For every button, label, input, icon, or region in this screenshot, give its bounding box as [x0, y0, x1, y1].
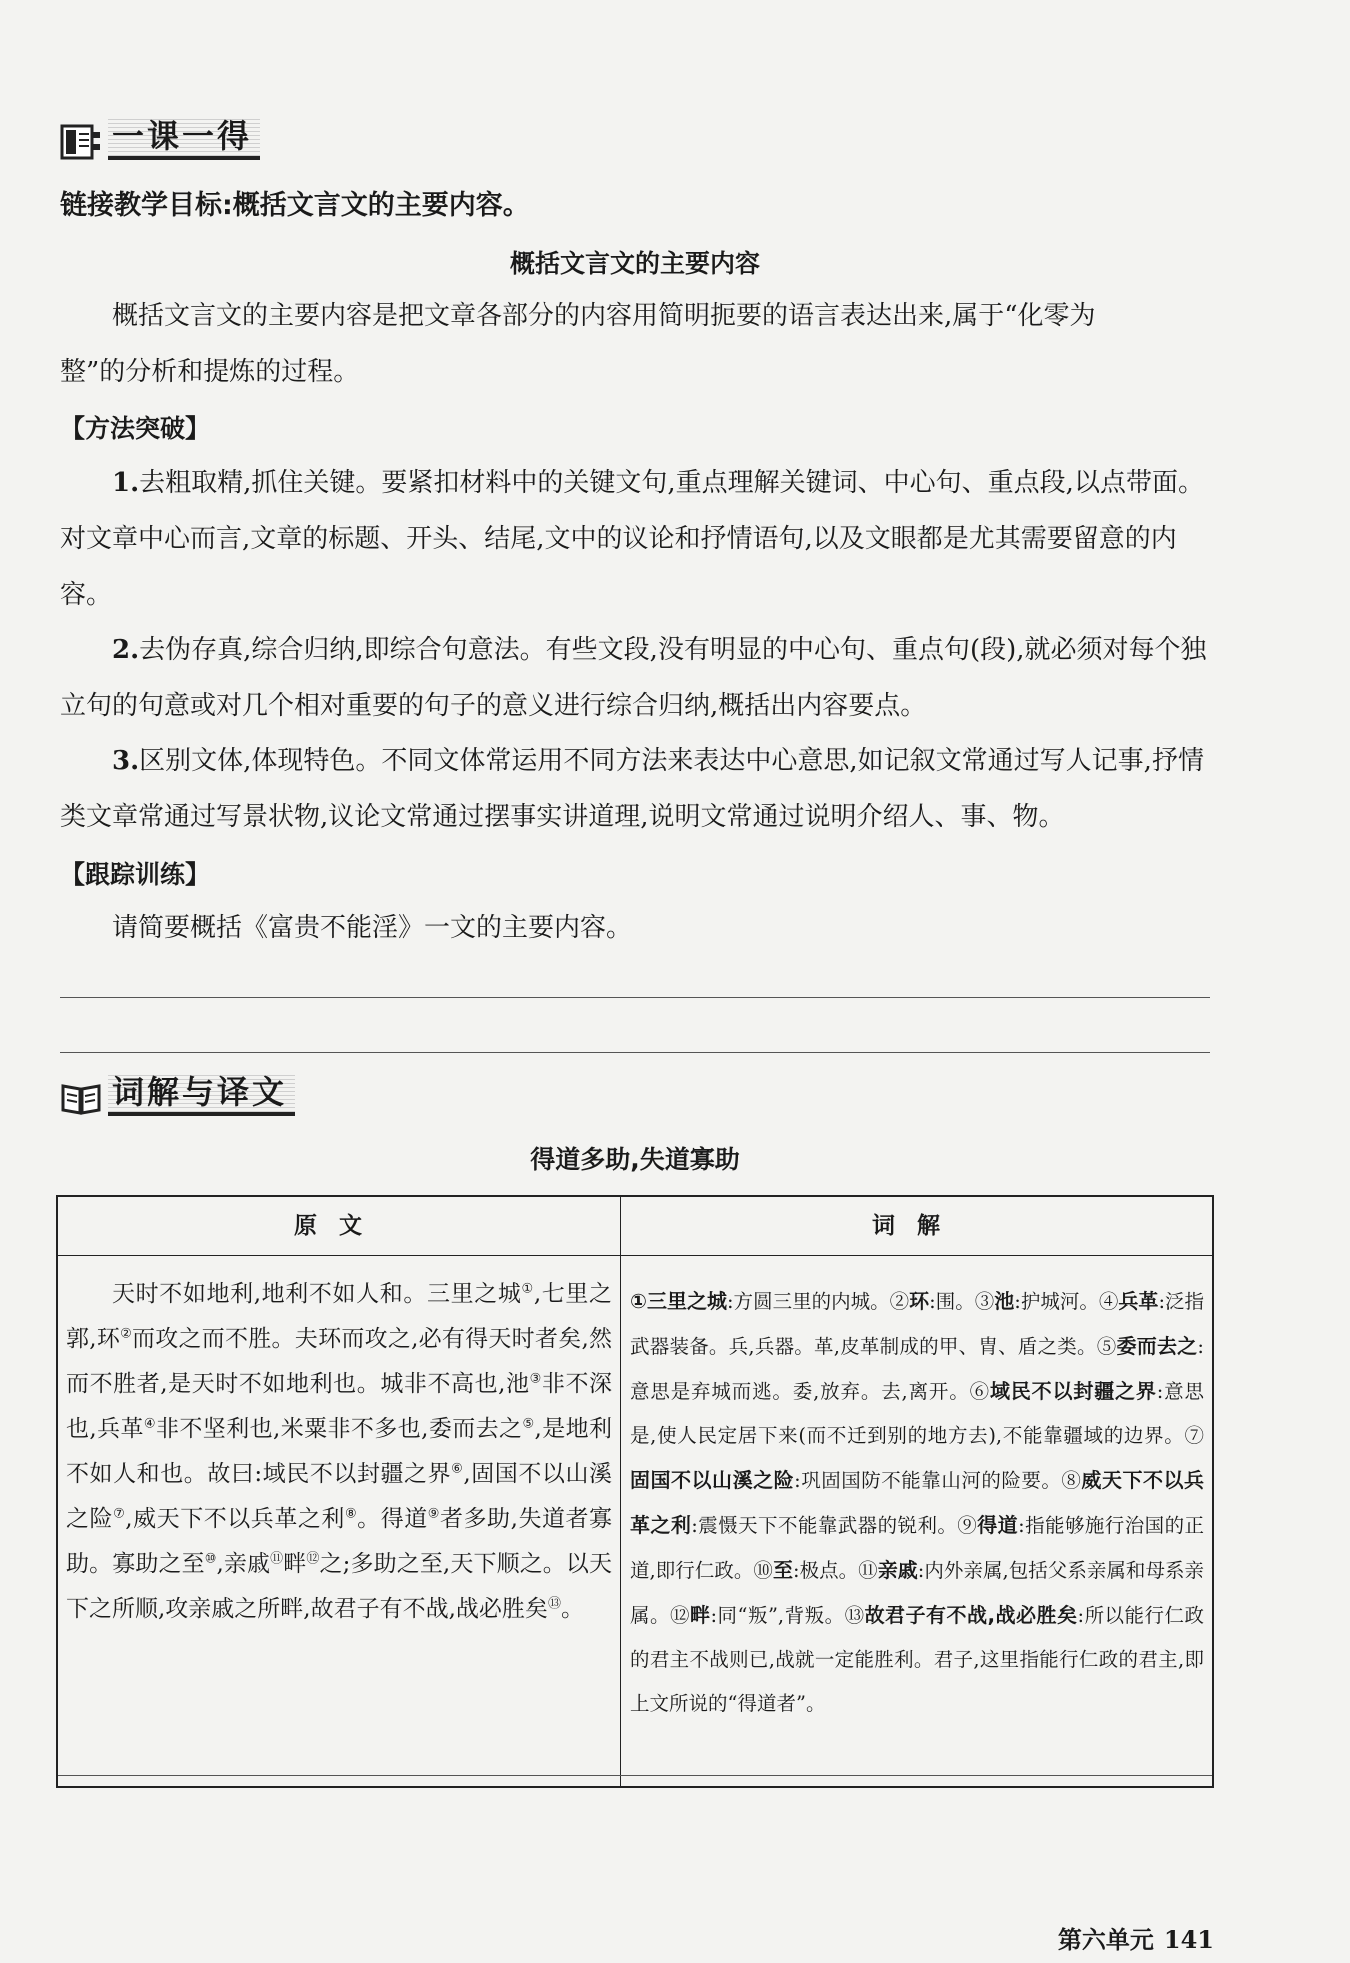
page-number: 141 — [1163, 1925, 1214, 1954]
teaching-goal: 链接教学目标:概括文言文的主要内容。 — [60, 190, 530, 221]
col-header-gloss: 词解 — [872, 1213, 962, 1239]
original-text: 天时不如地利,地利不如人和。三里之城①,七里之郭,环②而攻之而不胜。夫环而攻之,必有得天时者矣,然而不胜者,是天时不如地利也。城非不高也,池③非不深也,兵革④非不坚利也,米粟非不多也,委而去之⑤,是地利不如人和也。故曰:域民不以封疆之界⑥,固国不以山溪之险⑦,威天下不以兵革之利⑧。得道⑨者多助,失道者寡助。寡助之至⑩,亲戚⑪畔⑫之;多助之至,天下顺之。以天下之所顺,攻亲戚之所畔,故君子有不战,战必胜矣⑬。 — [66, 1281, 613, 1622]
text-title: 得道多助,失道寡助 — [530, 1145, 740, 1174]
table-inner-rule — [58, 1775, 1212, 1776]
section-header-cijie — [60, 1074, 295, 1116]
col-header-original: 原文 — [294, 1213, 384, 1239]
table-header — [58, 1197, 1212, 1256]
answer-line[interactable] — [60, 1052, 1210, 1053]
notebook-icon — [60, 124, 102, 160]
method-number: 2. — [112, 635, 140, 665]
open-book-icon — [60, 1080, 102, 1116]
method-number: 1. — [112, 468, 140, 498]
gloss-table — [56, 1195, 1214, 1788]
method-text: 去粗取精,抓住关键。要紧扣材料中的关键文句,重点理解关键词、中心句、重点段,以点带面。对文章中心而言,文章的标题、开头、结尾,文中的议论和抒情语句,以及文眼都是尤其需要留意的内容。 — [60, 468, 1204, 610]
method-text: 区别文体,体现特色。不同文体常运用不同方法来表达中心意思,如记叙文常通过写人记事,抒情类文章常通过写景状物,议论文常通过摆事实讲道理,说明文常通过说明介绍人、事、物。 — [60, 746, 1204, 832]
column-divider — [620, 1197, 621, 1786]
unit-label: 第六单元 — [1057, 1926, 1154, 1954]
topic-heading: 概括文言文的主要内容 — [509, 249, 760, 278]
section-title: 词解与译文 — [108, 1074, 295, 1116]
gloss-text: ①三里之城:方圆三里的内城。②环:围。③池:护城河。④兵革:泛指武器装备。兵,兵器。革,皮革制成的甲、胄、盾之类。⑤委而去之:意思是弃城而逃。委,放弃。去,离开。⑥域民不以封疆之界:意思是,使人民定居下来(而不迁到别的地方去),不能靠疆域的边界。⑦固国不以山溪之险:巩固国防不能靠山河的险要。⑧威天下不以兵革之利:震慑天下不能靠武器的锐利。⑨得道:指能够施行治国的正道,即行仁政。⑩至:极点。⑪亲戚:内外亲属,包括父系亲属和母系亲属。⑫畔:同“叛”,背叛。⑬故君子有不战,战必胜矣:所以能行仁政的君主不战则已,战就一定能胜利。君子,这里指能行仁政的君主,即上文所说的“得道者”。 — [630, 1289, 1205, 1715]
intro-line-2: 整”的分析和提炼的过程。 — [60, 357, 360, 387]
method-item-2 — [60, 622, 1210, 734]
section-header-yikeyide — [60, 118, 260, 160]
method-text: 去伪存真,综合归纳,即综合句意法。有些文段,没有明显的中心句、重点句(段),就必须对每个独立句的句意或对几个相对重要的句子的意义进行综合归纳,概括出内容要点。 — [60, 635, 1207, 721]
method-label: 【方法突破】 — [60, 414, 211, 443]
method-item-3 — [60, 733, 1210, 845]
section-title: 一课一得 — [108, 118, 260, 160]
intro-paragraph — [60, 288, 1210, 400]
page-footer — [1058, 1920, 1214, 1955]
method-item-1 — [60, 455, 1210, 623]
intro-line-1: 概括文言文的主要内容是把文章各部分的内容用简明扼要的语言表达出来,属于“化零为 — [112, 301, 1096, 331]
practice-label: 【跟踪训练】 — [60, 860, 211, 889]
method-number: 3. — [112, 746, 140, 776]
answer-line[interactable] — [60, 997, 1210, 998]
practice-question: 请简要概括《富贵不能淫》一文的主要内容。 — [112, 913, 633, 943]
